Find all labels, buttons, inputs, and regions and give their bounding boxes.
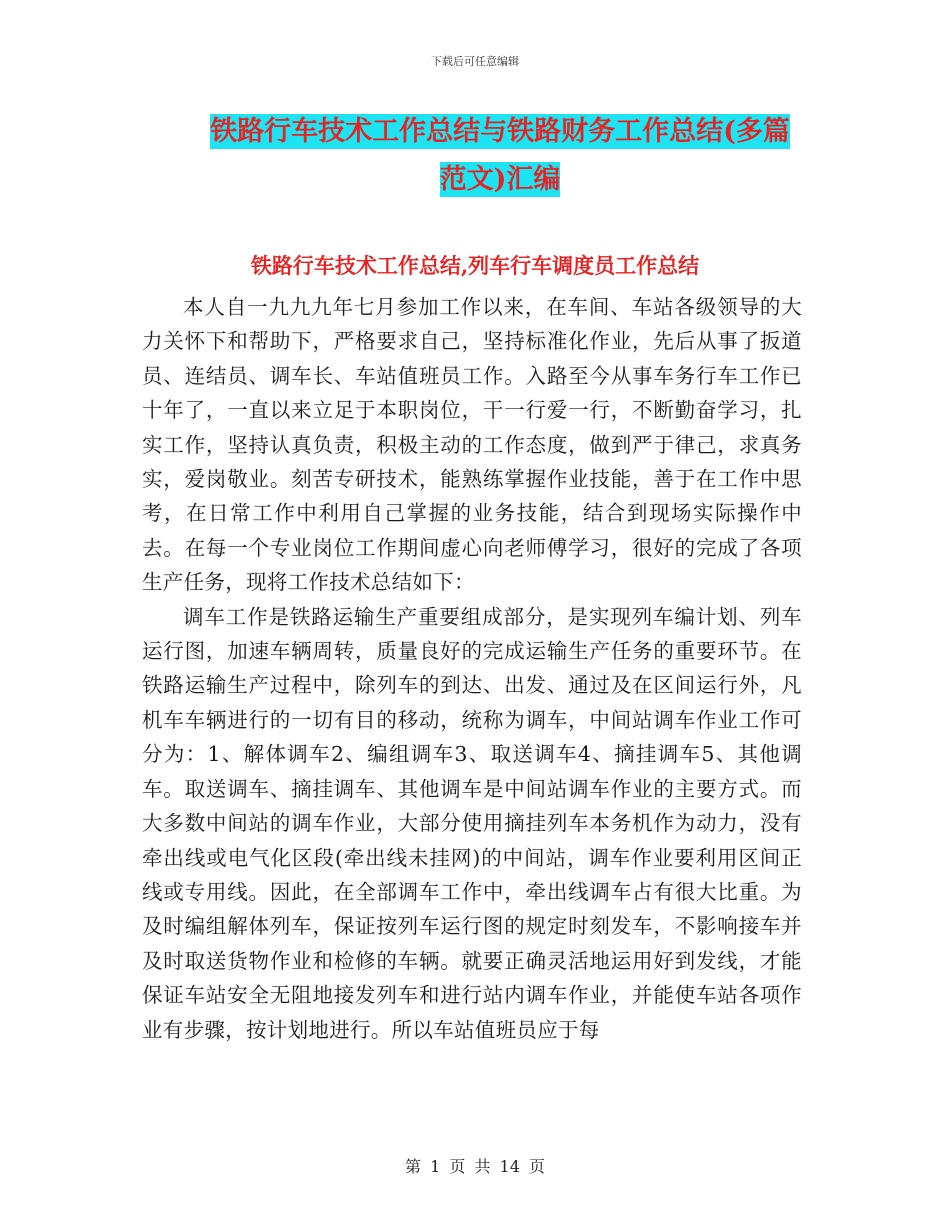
document-body [142, 290, 802, 1047]
header-note: 下载后可任意编辑 [431, 55, 519, 68]
document-title-text: 铁路行车技术工作总结与铁路财务工作总结(多篇范文)汇编 [210, 116, 790, 195]
paragraph: 调车工作是铁路运输生产重要组成部分，是实现列车编计划、列车运行图，加速车辆周转，质量良好的完成运输生产任务的重要环节。在铁路运输生产过程中，除列车的到达、出发、通过及在区间运行外，凡机车车辆进行的一切有目的移动，统称为调车，中间站调车作业工作可分为：1、解体调车2、编组调车3、取送调车4、摘挂调车5、其他调车。取送调车、摘挂调车、其他调车是中间站调车作业的主要方式。而大多数中间站的调车作业，大部分使用摘挂列车本务机作为动力，没有牵出线或电气化区段(牵出线未挂网)的中间站，调车作业要利用区间正线或专用线。因此，在全部调车工作中，牵出线调车占有很大比重。为及时编组解体列车，保证按列车运行图的规定时刻发车，不影响接车并及时取送货物作业和检修的车辆。就要正确灵活地运用好到发线，才能保证车站安全无阻地接发列车和进行站内调车作业，并能使车站各项作业有步骤，按计划地进行。所以车站值班员应于每 [142, 604, 802, 1042]
paragraph: 本人自一九九九年七月参加工作以来，在车间、车站各级领导的大力关怀下和帮助下，严格要求自己，坚持标准化作业，先后从事了扳道员、连结员、调车长、车站值班员工作。入路至今从事车务行车工作已十年了，一直以来立足于本职岗位，干一行爱一行，不断勤奋学习，扎实工作，坚持认真负责，积极主动的工作态度，做到严于律己，求真务实，爱岗敬业。刻苦专研技术，能熟练掌握作业技能，善于在工作中思考，在日常工作中利用自己掌握的业务技能，结合到现场实际操作中去。在每一个专业岗位工作期间虚心向老师傅学习，很好的完成了各项生产任务，现将工作技术总结如下： [142, 295, 802, 595]
document-title [200, 108, 800, 204]
section-title: 铁路行车技术工作总结,列车行车调度员工作总结 [250, 253, 700, 278]
page-number: 第 1 页 共 14 页 [405, 1157, 545, 1176]
